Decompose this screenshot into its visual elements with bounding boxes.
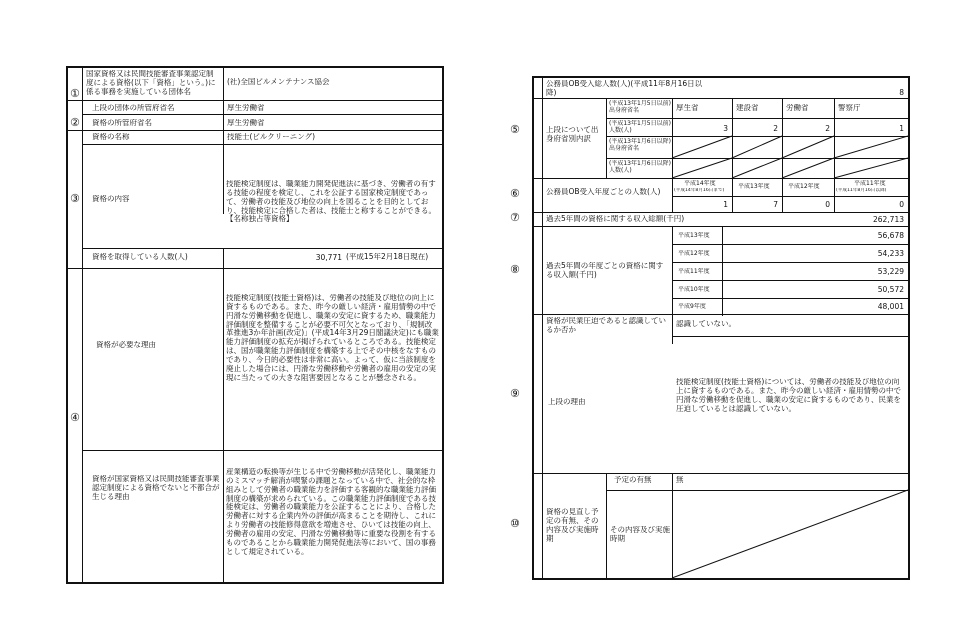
ob-sub1-label: (平成13年1月5日以前)出身府省名 — [609, 100, 671, 115]
qual-content-label: 資格の内容 — [92, 195, 130, 203]
ob-year-1-note: (平成14年8月16日まで) — [674, 188, 725, 193]
ob-year-count-4: 0 — [899, 200, 904, 209]
qual-ministry-label: 資格の所管府省名 — [92, 119, 152, 127]
income-year-1: 平成13年度 — [678, 232, 710, 239]
ob-year-1: 平成14年度 — [684, 180, 716, 187]
row-number-5: ⑤ — [510, 123, 520, 136]
row-number-6: ⑥ — [510, 187, 520, 200]
row-number-2: ② — [70, 116, 80, 129]
ob-year-3: 平成12年度 — [788, 183, 820, 190]
org-ministry-label: 上段の団体の所管府省名 — [92, 104, 175, 112]
ob-total-label: 公務員OB受入総人数(人)(平成11年8月16日以降) — [546, 80, 703, 97]
ob-year-count-3: 0 — [825, 200, 830, 209]
org-ministry-value: 厚生労働省 — [227, 104, 265, 112]
ob-total-value: 8 — [899, 88, 904, 97]
org-name-label: 国家資格又は民間技能審査事業認定制度による資格(以下「資格」という。)に係る事務を実施している団体名 — [86, 70, 216, 96]
qual-name-label: 資格の名称 — [92, 133, 130, 141]
qual-content-text: 技能検定制度は、職業能力開発促進法に基づき、労働者の有する技能の程度を検定し、これを公証する国家検定制度であって、労働者の技能及び地位の向上を図ることを目的としており、技能検定に合格した者は、技能士と称することができる。【名称独占等資格】 — [226, 180, 436, 224]
ob-sub2-label: (平成13年1月5日以前)人数(人) — [609, 120, 671, 135]
ob-year-4: 平成11年度 — [854, 180, 886, 187]
org-name-value: (社)全国ビルメンテナンス協会 — [227, 78, 330, 86]
income-year-2: 平成12年度 — [678, 250, 710, 257]
ob-ministry-1: 厚生省 — [676, 104, 699, 112]
qual-ministry-value: 厚生労働省 — [227, 119, 265, 127]
ob-sub3-label: (平成13年1月6日以降)出身府省名 — [609, 138, 671, 153]
ob-ministry-3: 労働省 — [786, 104, 809, 112]
ob-ministry-4: 警察庁 — [838, 104, 861, 112]
ob-yearly-label: 公務員OB受入年度ごとの人数(人) — [546, 188, 661, 196]
row-number-8: ⑧ — [510, 263, 520, 276]
crowding-question-value: 認識していない。 — [676, 320, 736, 328]
ob-year-4-note: (平成11年8月16日以降) — [836, 188, 887, 193]
row-number-3: ③ — [70, 192, 80, 205]
income-value-3: 53,229 — [877, 267, 904, 276]
crowding-reason-label: 上段の理由 — [548, 398, 586, 406]
ob-count-1: 3 — [723, 124, 728, 133]
income-value-4: 50,572 — [877, 285, 904, 294]
income-value-2: 54,233 — [877, 249, 904, 258]
qual-name-value: 技能士(ビルクリーニング) — [227, 133, 316, 141]
plan-existence-value: 無 — [676, 476, 684, 484]
right-page — [510, 76, 910, 580]
necessity-text: 技能検定制度(技能士資格)は、労働者の技能及び地位の向上に資するものである。また、昨今の厳しい経済・雇用情勢の中で円滑な労働移動を促進し、職業の安定に資するため、職業能力評価制度を整備することが必要不可欠となっており、「規制改革推進3か年計画(改定)」(平成14年3月29日閣議決定)にも職業能力評価制度の拡充が掲げられているところである。技能検定は、国が職業能力評価制度を構築する上でその中核をなすものであり、今日的必要性は非常に高い。よって、仮に当該制度を廃止した場合には、円滑な労働移動や労働者の雇用の安定の実現に当たっての大きな阻害要因となることが懸念される。 — [226, 294, 439, 382]
plan-content-label: その内容及び実施時期 — [610, 526, 670, 543]
ob-breakdown-label: 上段について出身府省別内訳 — [546, 126, 599, 143]
row-number-9: ⑨ — [510, 387, 520, 400]
income-value-5: 48,001 — [877, 302, 904, 311]
holders-date: (平成15年2月18日現在) — [346, 253, 429, 261]
row-number-7: ⑦ — [510, 211, 520, 224]
income-yearly-label: 過去5年間の年度ごとの資格に関する収入額(千円) — [546, 262, 664, 279]
ob-year-count-1: 1 — [723, 200, 728, 209]
crowding-question-label: 資格が民業圧迫であると認識しているか否か — [546, 317, 666, 334]
ob-year-count-2: 7 — [773, 200, 778, 209]
row-number-10: ⑩ — [510, 517, 520, 530]
ob-ministry-2: 建設省 — [736, 104, 759, 112]
ob-count-3: 2 — [825, 124, 830, 133]
income-year-3: 平成11年度 — [678, 268, 710, 275]
income-year-5: 平成9年度 — [678, 303, 706, 310]
ob-sub4-label: (平成13年1月6日以降)人数(人) — [609, 160, 671, 175]
left-page — [66, 66, 444, 584]
ob-count-2: 2 — [773, 124, 778, 133]
income-value-1: 56,678 — [877, 231, 904, 240]
holders-count: 30,771 — [315, 253, 342, 262]
plan-existence-label: 予定の有無 — [614, 476, 652, 484]
row-number-1: ① — [70, 87, 80, 100]
inconvenience-text: 産業構造の転換等が生じる中で労働移動が活発化し、職業能力のミスマッチ解消が喫緊の課題となっている中で、社会的な枠組みとして労働者の職業能力を評価する客観的な職業能力評価制度の構築が求められている。この職業能力評価制度である技能検定は、労働者の職業能力を公証することにより、合格した労働者に対する企業内外の評価が高まることを期待し、これにより労働者の技能修得意欲を増進させ、ひいては技能の向上、労働者の雇用の安定、円滑な労働移動等に重要な役割を有するものであることから職業能力開発促進法等において、国の事務として規定されている。 — [226, 468, 436, 556]
necessity-label: 資格が必要な理由 — [96, 341, 156, 349]
income-total-label: 過去5年間の資格に関する収入総額(千円) — [546, 215, 685, 223]
ob-count-4: 1 — [899, 124, 904, 133]
ob-year-2: 平成13年度 — [738, 183, 770, 190]
holders-label: 資格を取得している人数(人) — [92, 253, 188, 261]
income-year-4: 平成10年度 — [678, 286, 710, 293]
inconvenience-label: 資格が国家資格又は民間技能審査事業認定制度による資格でないと不都合が生じる理由 — [92, 475, 220, 501]
crowding-reason-text: 技能検定制度(技能士資格)については、労働者の技能及び地位の向上に資するものである。また、昨今の厳しい経済・雇用情勢の中で円滑な労働移動を促進し、職業の安定に資するものであり、民業を圧迫しているとは認識していない。 — [676, 378, 901, 413]
row-number-4: ④ — [70, 411, 80, 424]
income-total-value: 262,713 — [872, 215, 904, 224]
review-plan-label: 資格の見直し予定の有無、その内容及び実施時期 — [546, 508, 599, 543]
